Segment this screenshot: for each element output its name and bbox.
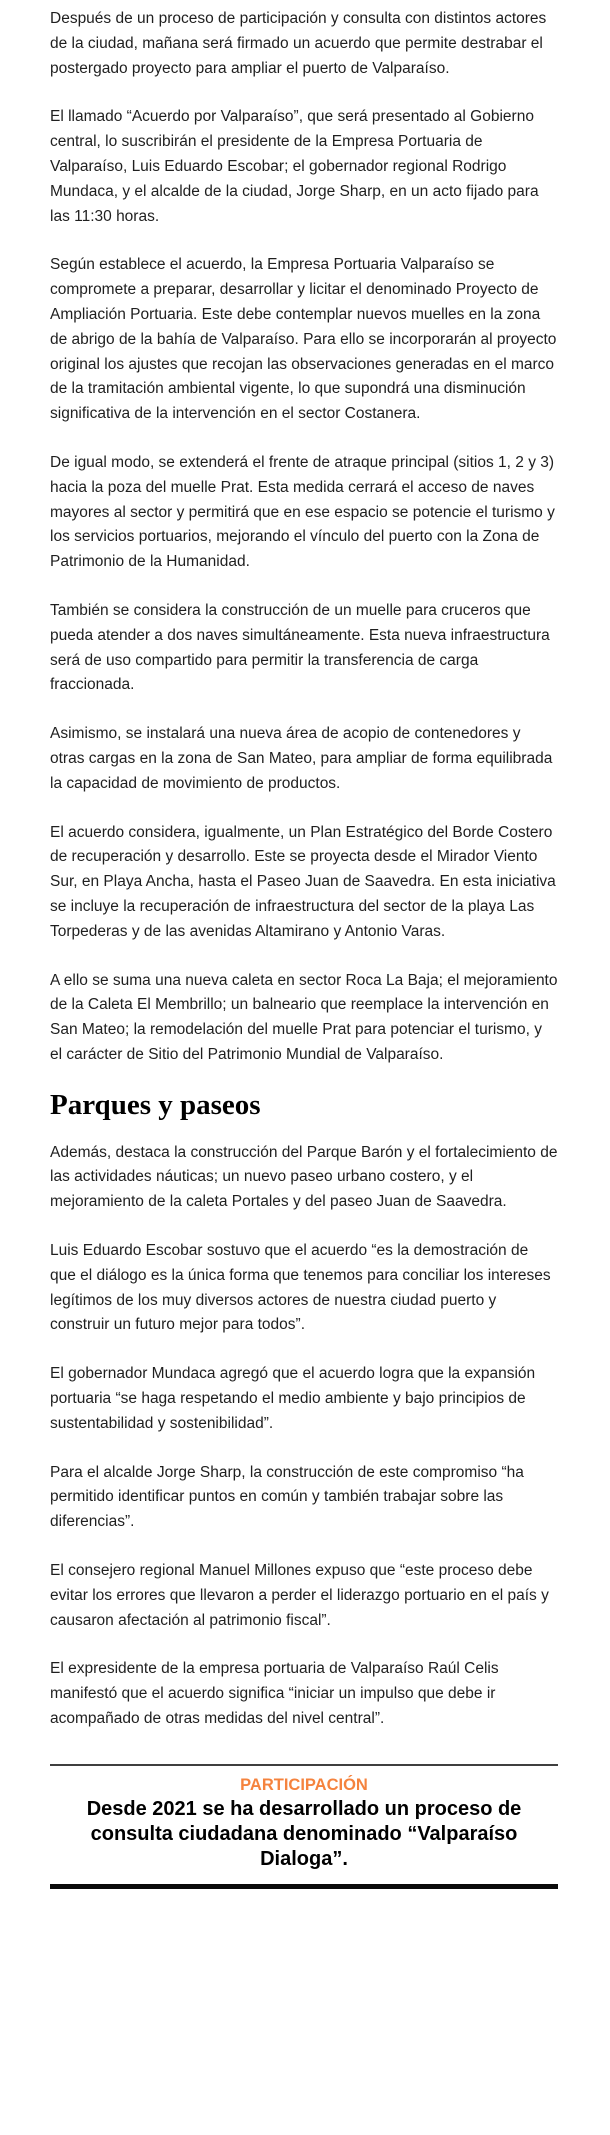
- article-paragraph: Asimismo, se instalará una nueva área de acopio de contenedores y otras cargas en la zona de San Mateo, para ampliar de forma equilibrada la capacidad de movimiento de productos.: [50, 725, 553, 792]
- article-paragraph: El gobernador Mundaca agregó que el acuerdo logra que la expansión portuaria “se haga respetando el medio ambiente y bajo principios de sustentabilidad y sostenibilidad”.: [50, 1365, 536, 1432]
- article-paragraph: A ello se suma una nueva caleta en sector Roca La Baja; el mejoramiento de la Caleta El Membrillo; un balneario que reemplace la intervención en San Mateo; la remodelación del muelle Prat para potenciar el turismo, y el carácter de Sitio del Patrimonio Mundial de Valparaíso.: [50, 971, 558, 1063]
- article-paragraph: Además, destaca la construcción del Parque Barón y el fortalecimiento de las actividades náuticas; un nuevo paseo urbano costero, y el mejoramiento de la caleta Portales y del paseo Juan de Saavedra.: [50, 1143, 558, 1211]
- article-paragraph: También se considera la construcción de un muelle para cruceros que pueda atender a dos naves simultáneamente. Esta nueva infraestructura será de uso compartido para permitir la transferencia de carga fraccionada.: [50, 601, 550, 694]
- participation-box: [50, 1764, 558, 1889]
- article-paragraph: Para el alcalde Jorge Sharp, la construcción de este compromiso “ha permitido identificar puntos en común y también trabajar sobre las diferencias”.: [50, 1463, 524, 1531]
- article-paragraph: Luis Eduardo Escobar sostuvo que el acuerdo “es la demostración de que el diálogo es la única forma que tenemos para conciliar los intereses legítimos de los muy diversos actores de nuestra ciudad puerto y construir un futuro mejor para todos”.: [50, 1242, 551, 1334]
- participation-text: Desde 2021 se ha desarrollado un proceso de consulta ciudadana denominado “Valparaíso Dialoga”.: [86, 1797, 522, 1870]
- article-paragraph: El acuerdo considera, igualmente, un Plan Estratégico del Borde Costero de recuperación y desarrollo. Este se proyecta desde el Mirador Viento Sur, en Playa Ancha, hasta el Paseo Juan de Saavedra. En esta iniciativa se incluye la recuperación de infraestructura del sector de la playa Las Torpederas y de las avenidas Altamirano y Antonio Varas.: [50, 823, 556, 940]
- article-paragraph: El llamado “Acuerdo por Valparaíso”, que será presentado al Gobierno central, lo suscribirán el presidente de la Empresa Portuaria de Valparaíso, Luis Eduardo Escobar; el gobernador regional Rodrigo Mundaca, y el alcalde de la ciudad, Jorge Sharp, en un acto fijado para las 11:30 horas.: [50, 108, 539, 225]
- article-paragraph: Después de un proceso de participación y consulta con distintos actores de la ciudad, mañana será firmado un acuerdo que permite destrabar el postergado proyecto para ampliar el puerto de Valparaíso.: [50, 10, 547, 77]
- participation-label: PARTICIPACIÓN: [240, 1775, 368, 1794]
- article-paragraph: El expresidente de la empresa portuaria de Valparaíso Raúl Celis manifestó que el acuerdo significa “iniciar un impulso que debe ir acompañado de otras medidas del nivel central”.: [50, 1660, 499, 1728]
- article-paragraph: Según establece el acuerdo, la Empresa Portuaria Valparaíso se compromete a preparar, desarrollar y licitar el denominado Proyecto de Ampliación Portuaria. Este debe contemplar nuevos muelles en la zona de abrigo de la bahía de Valparaíso. Para ello se incorporarán al proyecto original los ajustes que recojan las observaciones generadas en el marco de la tramitación ambiental vigente, lo que supondrá una disminución significativa de la intervención en el sector Costanera.: [50, 256, 557, 423]
- article-paragraph: El consejero regional Manuel Millones expuso que “este proceso debe evitar los errores que llevaron a perder el liderazgo portuario en el país y causaron afectación al patrimonio fiscal”.: [50, 1562, 549, 1629]
- article-paragraph: De igual modo, se extenderá el frente de atraque principal (sitios 1, 2 y 3) hacia la poza del muelle Prat. Esta medida cerrará el acceso de naves mayores al sector y permitirá que en ese espacio se potencie el turismo y los servicios portuarios, mejorando el vínculo del puerto con la Zona de Patrimonio de la Humanidad.: [50, 453, 555, 571]
- section-heading: Parques y paseos: [50, 1088, 261, 1121]
